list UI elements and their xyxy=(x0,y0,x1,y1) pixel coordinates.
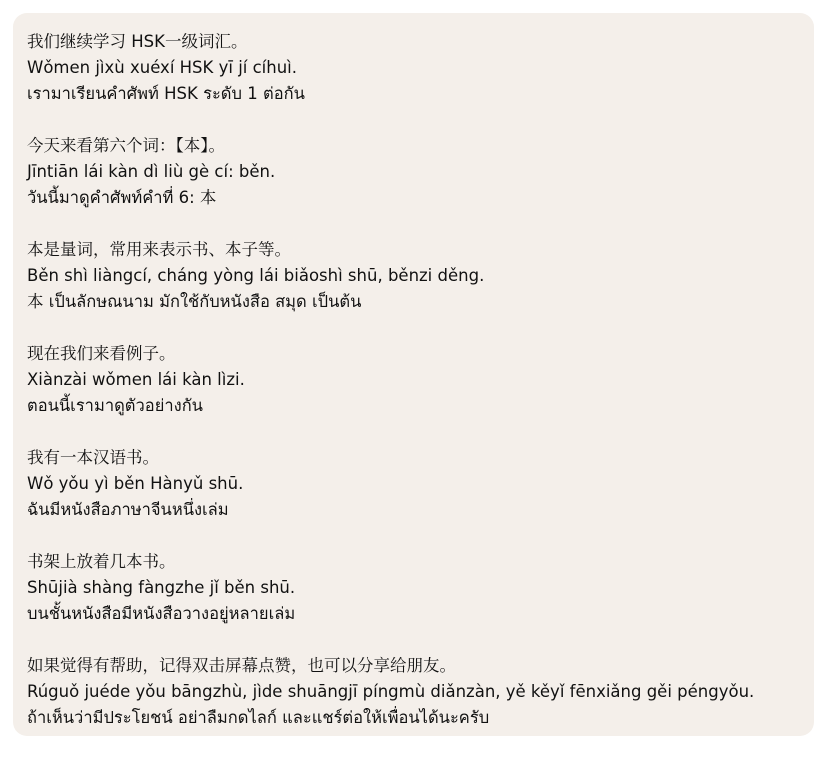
closing-block xyxy=(27,653,814,731)
thai-line: บนชั้นหนังสือมีหนังสือวางอยู่หลายเล่ม xyxy=(27,604,296,623)
chinese-line: 我有一本汉语书。 xyxy=(27,448,159,467)
thai-line: วันนี้มาดูคำศัพท์คำที่ 6: 本 xyxy=(27,188,217,207)
thai-line: ฉันมีหนังสือภาษาจีนหนึ่งเล่ม xyxy=(27,500,229,519)
lesson-intro-block xyxy=(27,29,814,107)
chinese-line: 如果觉得有帮助，记得双击屏幕点赞，也可以分享给朋友。 xyxy=(27,656,456,675)
thai-line: เรามาเรียนคำศัพท์ HSK ระดับ 1 ต่อกัน xyxy=(27,84,305,103)
chinese-line: 现在我们来看例子。 xyxy=(27,344,176,363)
chinese-line: 本是量词，常用来表示书、本子等。 xyxy=(27,240,291,259)
chinese-line: 我们继续学习 HSK一级词汇。 xyxy=(27,32,248,51)
pinyin-line: Wǒmen jìxù xuéxí HSK yī jí cíhuì. xyxy=(27,58,298,77)
example-block-2 xyxy=(27,549,814,627)
message-bubble xyxy=(13,13,814,736)
pinyin-line: Wǒ yǒu yì běn Hànyǔ shū. xyxy=(27,474,244,493)
word-intro-block xyxy=(27,133,814,211)
pinyin-line: Xiànzài wǒmen lái kàn lìzi. xyxy=(27,370,245,389)
pinyin-line: Rúguǒ juéde yǒu bāngzhù, jìde shuāngjī píngmù diǎnzàn, yě kěyǐ fēnxiǎng gěi péngyǒu. xyxy=(27,682,755,701)
thai-line: ถ้าเห็นว่ามีประโยชน์ อย่าลืมกดไลก์ และแชร์ต่อให้เพื่อนได้นะครับ xyxy=(27,708,490,727)
definition-block xyxy=(27,237,814,315)
pinyin-line: Běn shì liàngcí, cháng yòng lái biǎoshì shū, běnzi děng. xyxy=(27,266,485,285)
thai-line: ตอนนี้เรามาดูตัวอย่างกัน xyxy=(27,396,203,415)
pinyin-line: Jīntiān lái kàn dì liù gè cí: běn. xyxy=(27,162,276,181)
chinese-line: 今天来看第六个词：【本】。 xyxy=(27,136,225,155)
chinese-line: 书架上放着几本书。 xyxy=(27,552,176,571)
examples-intro-block xyxy=(27,341,814,419)
pinyin-line: Shūjià shàng fàngzhe jǐ běn shū. xyxy=(27,578,296,597)
example-block-1 xyxy=(27,445,814,523)
thai-line: 本 เป็นลักษณนาม มักใช้กับหนังสือ สมุด เป็นต้น xyxy=(27,292,362,311)
